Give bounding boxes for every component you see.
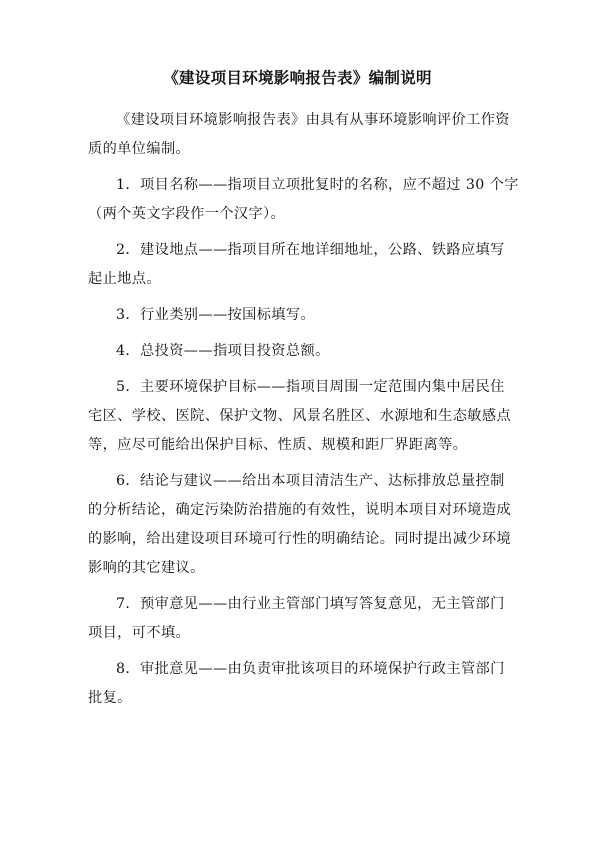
paragraph-item-4 (88, 337, 513, 366)
paragraph-item-1 (88, 171, 519, 229)
paragraph-line: 批复。 (88, 690, 132, 706)
paragraph-line: 宅区、学校、医院、保护文物、风景名胜区、水源地和生态敏感点 (88, 408, 512, 424)
paragraph-item-2 (88, 236, 513, 294)
paragraph-line: 1．项目名称——指项目立项批复时的名称，应不超过 30 个字 (116, 177, 519, 193)
paragraph-line: 3．行业类别——按国标填写。 (116, 307, 316, 323)
document-title: 《建设项目环境影响报告表》编制说明 (163, 69, 432, 87)
paragraph-item-8 (88, 655, 513, 713)
paragraph-item-3 (88, 301, 513, 330)
paragraph-line: 6．结论与建议——给出本项目清洁生产、达标排放总量控制 (116, 473, 505, 489)
paragraph-line: 4．总投资——指项目投资总额。 (116, 343, 330, 359)
paragraph-line: 影响的其它建议。 (88, 560, 205, 576)
document-body (88, 106, 519, 720)
paragraph-line: 《建设项目环境影响报告表》由具有从事环境影响评价工作资 (116, 112, 510, 128)
paragraph-line: 项目，可不填。 (88, 625, 191, 641)
paragraph-line: 2．建设地点——指项目所在地详细地址，公路、铁路应填写 (116, 242, 505, 258)
paragraph-line: 的影响，给出建设项目环境可行性的明确结论。同时提出减少环境 (88, 531, 512, 547)
paragraph-line: 7．预审意见——由行业主管部门填写答复意见，无主管部门 (116, 596, 505, 612)
paragraph-intro (88, 106, 513, 164)
paragraph-item-7 (88, 590, 513, 648)
paragraph-line: 质的单位编制。 (88, 141, 191, 157)
paragraph-line: 等，应尽可能给出保护目标、性质、规模和距厂界距离等。 (88, 437, 468, 453)
paragraph-line: （两个英文字段作一个汉字）。 (88, 206, 286, 222)
paragraph-line: 的分析结论，确定污染防治措施的有效性，说明本项目对环境造成 (88, 502, 512, 518)
paragraph-line: 8．审批意见——由负责审批该项目的环境保护行政主管部门 (116, 661, 505, 677)
paragraph-item-5 (88, 373, 513, 460)
paragraph-line: 起止地点。 (88, 271, 161, 287)
paragraph-item-6 (88, 467, 513, 583)
paragraph-line: 5．主要环境保护目标——指项目周围一定范围内集中居民住 (116, 379, 505, 395)
